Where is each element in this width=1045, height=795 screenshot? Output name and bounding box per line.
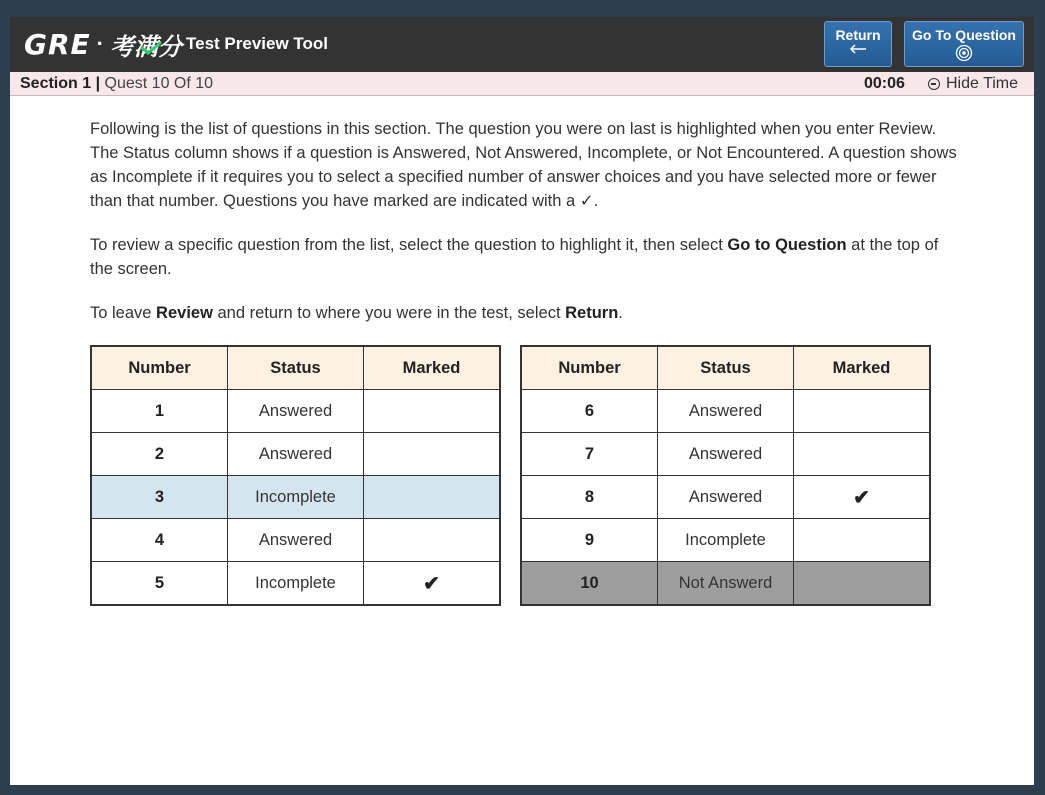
go-to-question-label: Go To Question — [912, 27, 1016, 43]
question-status: Answered — [658, 390, 794, 433]
table-row[interactable] — [521, 519, 930, 562]
question-status: Answered — [658, 476, 794, 519]
header-number: Number — [91, 346, 228, 390]
question-status: Incomplete — [228, 562, 364, 606]
question-number: 1 — [91, 390, 228, 433]
review-screen — [10, 17, 1034, 785]
question-number: 4 — [91, 519, 228, 562]
tool-title: Test Preview Tool — [186, 34, 329, 53]
return-button[interactable] — [824, 21, 892, 67]
return-label: Return — [835, 27, 881, 43]
marked-cell — [364, 433, 501, 476]
question-number: 9 — [521, 519, 658, 562]
review-instructions — [90, 117, 960, 345]
section-separator: | — [95, 75, 101, 92]
question-status: Incomplete — [658, 519, 794, 562]
instructions-text: To review a specific question from the list, select the question to highlight it, then select — [90, 236, 728, 254]
question-status: Answered — [228, 519, 364, 562]
target-icon — [955, 44, 973, 62]
question-number: 3 — [91, 476, 228, 519]
question-status: Answered — [228, 390, 364, 433]
marked-check-icon: ✔ — [364, 562, 501, 606]
marked-cell — [794, 519, 931, 562]
header-status: Status — [228, 346, 364, 390]
instructions-bold: Go to Question — [727, 236, 847, 254]
left-arrow-icon — [849, 44, 867, 54]
top-toolbar — [10, 17, 1034, 72]
question-status: Answered — [658, 433, 794, 476]
logo — [24, 27, 328, 61]
header-number: Number — [521, 346, 658, 390]
question-counter: Quest 10 Of 10 — [104, 75, 214, 92]
instructions-text: . — [618, 304, 623, 322]
header-status: Status — [658, 346, 794, 390]
question-table-left — [90, 345, 501, 606]
table-row[interactable] — [91, 519, 500, 562]
table-row[interactable] — [521, 390, 930, 433]
table-header-row — [91, 346, 500, 390]
instructions-paragraph-1: Following is the list of questions in this section. The question you were on last is highlighted when you enter Review. The Status column shows if a question is Answered, Not Answered, Incomplete, or Not Encountered. A question shows as Incomplete if it requires you to select a specified number of answer choices and you have selected more or fewer than that number. Questions you have marked are indicated with a ✓. — [90, 120, 957, 210]
instructions-bold: Return — [565, 304, 619, 322]
marked-cell — [794, 390, 931, 433]
instructions-text: at the top of the screen. — [90, 236, 939, 278]
logo-check-icon — [140, 41, 162, 55]
question-number: 10 — [521, 562, 658, 606]
question-status: Not Answerd — [658, 562, 794, 606]
minus-circle-icon — [928, 78, 940, 90]
question-number: 5 — [91, 562, 228, 606]
header-marked: Marked — [794, 346, 931, 390]
instructions-text: To leave — [90, 304, 157, 322]
table-header-row — [521, 346, 930, 390]
logo-gre: GRE — [24, 27, 91, 61]
table-row[interactable] — [521, 433, 930, 476]
hide-time-button[interactable] — [928, 75, 1018, 93]
logo-brand-text: 考满分 — [110, 32, 182, 61]
question-number: 8 — [521, 476, 658, 519]
marked-cell — [364, 519, 501, 562]
table-row-highlighted[interactable] — [91, 476, 500, 519]
question-status: Answered — [228, 433, 364, 476]
question-number: 2 — [91, 433, 228, 476]
marked-cell — [364, 390, 501, 433]
go-to-question-button[interactable] — [904, 21, 1024, 67]
timer: 00:06 — [864, 75, 905, 92]
instructions-paragraph-3 — [90, 301, 960, 325]
instructions-bold: Review — [156, 304, 213, 322]
status-bar — [10, 72, 1034, 96]
section-info — [20, 75, 213, 93]
header-marked: Marked — [364, 346, 501, 390]
question-status: Incomplete — [228, 476, 364, 519]
table-row-current[interactable] — [521, 562, 930, 606]
logo-dot: · — [96, 31, 104, 56]
marked-cell — [794, 433, 931, 476]
logo-brand — [110, 27, 182, 62]
question-number: 6 — [521, 390, 658, 433]
question-table-right — [520, 345, 931, 606]
instructions-paragraph-2 — [90, 233, 960, 281]
marked-cell — [794, 562, 931, 606]
table-row[interactable] — [91, 433, 500, 476]
table-row[interactable] — [91, 390, 500, 433]
marked-check-icon: ✔ — [794, 476, 931, 519]
question-number: 7 — [521, 433, 658, 476]
marked-cell — [364, 476, 501, 519]
table-row[interactable] — [91, 562, 500, 606]
section-label: Section 1 — [20, 75, 92, 92]
table-row[interactable] — [521, 476, 930, 519]
hide-time-label: Hide Time — [946, 75, 1019, 92]
instructions-text: and return to where you were in the test, select — [212, 304, 566, 322]
